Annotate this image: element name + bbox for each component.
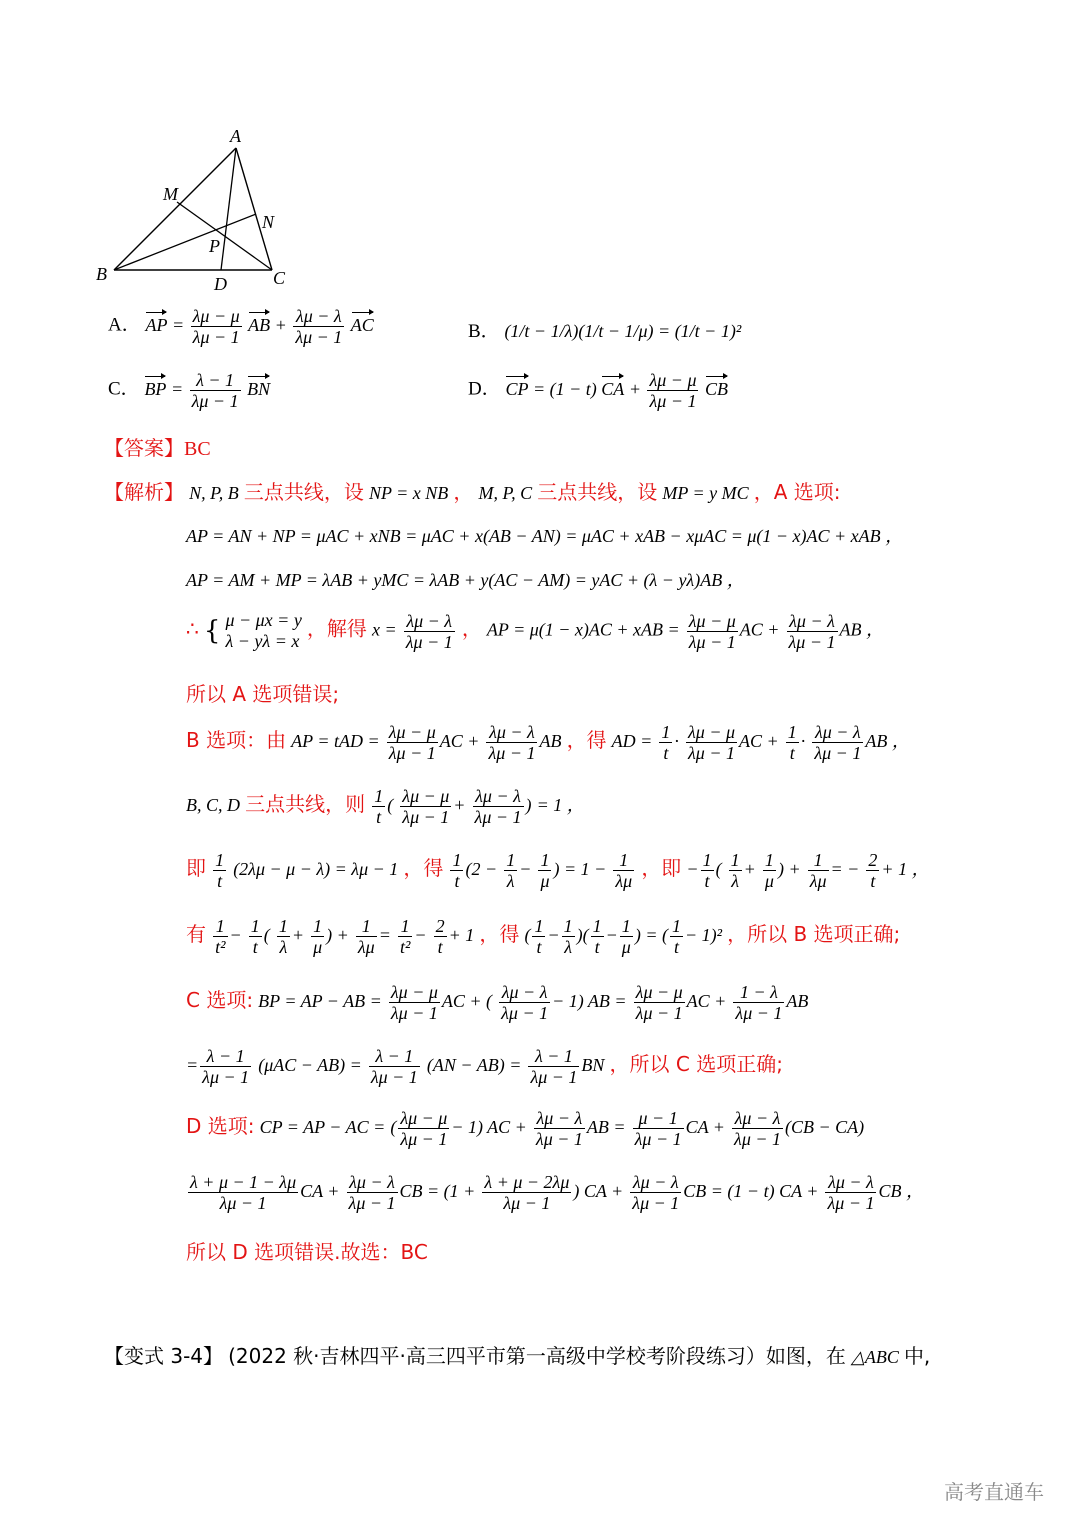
label-n: N <box>262 212 275 232</box>
label-d: D <box>214 274 227 294</box>
segment-ad <box>221 148 236 270</box>
analysis-line-3: AP = AM + MP = λAB + yMC = λAB + y(AC − AM) = yAC + (λ − yλ)AB ， <box>186 570 745 590</box>
analysis-line-1: 【解析】 N, P, B 三点共线，设 NP = x NB ， M, P, C 三点共线，设 MP = y MC ，A 选项: <box>104 480 841 504</box>
analysis-line-10: C 选项: BP = AP − AB = $\frac{\lambda\mu - \mu}{\lambda\mu - 1}$ AC + ( $\frac{\lambda\mu - \lambda}{\lambda\mu - 1}$ − 1) AB = $\frac{\lambda\mu - \mu}{\lambda\mu - 1}$ AC + $\frac{1 - \lambda}{\lambda\mu - 1}$ AB <box>186 982 809 1023</box>
analysis-line-14: 所以 D 选项错误.故选：BC <box>186 1240 428 1264</box>
analysis-line-6: B 选项：由 AP = tAD = $\frac{\lambda\mu - \mu}{\lambda\mu - 1}$ AC + $\frac{\lambda\mu - \lambda}{\lambda\mu - 1}$ AB ，得 AD = $\frac{1}{t}$ · $\frac{\lambda\mu - \mu}{\lambda\mu - 1}$ AC + $\frac{1}{t}$ · $\frac{\lambda\mu - \lambda}{\lambda\mu - 1}$ AB ， <box>186 722 910 763</box>
answer-line: 【答案】BC <box>104 436 211 460</box>
label-c: C <box>273 268 286 288</box>
triangle-figure <box>90 120 310 300</box>
segment-bn <box>114 214 256 270</box>
segment-cm <box>177 202 272 270</box>
label-a: A <box>230 126 241 146</box>
option-b[interactable]: B． (1/t − 1/λ)(1/t − 1/μ) = (1/t − 1)² <box>468 321 742 342</box>
analysis-line-7: B, C, D 三点共线，则 $\frac{1}{t}$ ( $\frac{\lambda\mu - \mu}{\lambda\mu - 1}$ + $\frac{\lambda\mu - \lambda}{\lambda\mu - 1}$ ) = 1 ， <box>186 786 585 827</box>
watermark: 高考直通车 <box>944 1480 1044 1504</box>
option-c[interactable]: C． BP = $\frac{\lambda - 1}{\lambda\mu - 1}$ BN <box>108 370 271 411</box>
label-b: B <box>96 264 107 284</box>
variant-header: 【变式 3-4】 (2022 秋·吉林四平·高三四平市第一高级中学校考阶段练习）如图，在 △ABC 中, <box>104 1344 931 1368</box>
analysis-line-9: 有 $\frac{1}{\text{t²}}$ − $\frac{1}{t}$ ( $\frac{1}{\lambda}$ + $\frac{1}{\mu}$ ) + $\frac{1}{\lambda\mu}$ = $\frac{1}{\text{t²}}$ − $\frac{2}{t}$ + 1 ，得 ( $\frac{1}{t}$ − $\frac{1}{\lambda}$ )( $\frac{1}{t}$ − $\frac{1}{\mu}$ ) = ( $\frac{1}{t}$ − 1)² ，所以 B 选项正确; <box>186 916 901 957</box>
analysis-line-13: $\frac{\lambda + \mu - 1 - \lambda\mu}{\lambda\mu - 1}$ CA + $\frac{\lambda\mu - \lambda}{\lambda\mu - 1}$ CB = (1 + $\frac{\lambda + \mu - 2\lambda\mu}{\lambda\mu - 1}$ ) CA + $\frac{\lambda\mu - \lambda}{\lambda\mu - 1}$ CB = (1 − t) CA + $\frac{\lambda\mu - \lambda}{\lambda\mu - 1}$ CB ， <box>190 1172 924 1213</box>
option-d[interactable]: D． CP = (1 − t) CA + $\frac{\lambda\mu - \mu}{\lambda\mu - 1}$ CB <box>468 370 728 411</box>
analysis-line-2: AP = AN + NP = μAC + xNB = μAC + x(AB − AN) = μAC + xAB − xμAC = μ(1 − x)AC + xAB ， <box>186 526 904 546</box>
analysis-line-4: ∴ { μ − μx = y λ − yλ = x ，解得 x = $\frac{\lambda\mu - \lambda}{\lambda\mu - 1}$ ， AP = μ(1 − x)AC + xAB = $\frac{\lambda\mu - \mu}{\lambda\mu - 1}$ AC + $\frac{\lambda\mu - \lambda}{\lambda\mu - 1}$ AB ， <box>186 610 884 652</box>
option-a[interactable]: A． AP = $\frac{\lambda\mu - \mu}{\lambda\mu - 1}$ AB + $\frac{\lambda\mu - \lambda}{\lambda\mu - 1}$ AC <box>108 306 374 347</box>
analysis-line-12: D 选项: CP = AP − AC = ( $\frac{\lambda\mu - \mu}{\lambda\mu - 1}$ − 1) AC + $\frac{\lambda\mu - \lambda}{\lambda\mu - 1}$ AB = $\frac{\mu - 1}{\lambda\mu - 1}$ CA + $\frac{\lambda\mu - \lambda}{\lambda\mu - 1}$ (CB − CA) <box>186 1108 865 1149</box>
side-ac <box>236 148 272 270</box>
analysis-line-5: 所以 A 选项错误; <box>186 682 340 706</box>
analysis-line-11: = $\frac{\lambda - 1}{\lambda\mu - 1}$ (μAC − AB) = $\frac{\lambda - 1}{\lambda\mu - 1}$ (AN − AB) = $\frac{\lambda - 1}{\lambda\mu - 1}$ BN ，所以 C 选项正确; <box>186 1046 783 1087</box>
label-m: M <box>163 184 178 204</box>
analysis-line-8: 即 $\frac{1}{t}$ (2λμ − μ − λ) = λμ − 1 ，得 $\frac{1}{t}$ (2 − $\frac{1}{\lambda}$ − $\frac{1}{\mu}$ ) = 1 − $\frac{1}{\lambda\mu}$ ，即 − $\frac{1}{t}$ ( $\frac{1}{\lambda}$ + $\frac{1}{\mu}$ ) + $\frac{1}{\lambda\mu}$ = − $\frac{2}{t}$ + 1 ， <box>186 850 930 891</box>
label-p: P <box>209 236 220 256</box>
